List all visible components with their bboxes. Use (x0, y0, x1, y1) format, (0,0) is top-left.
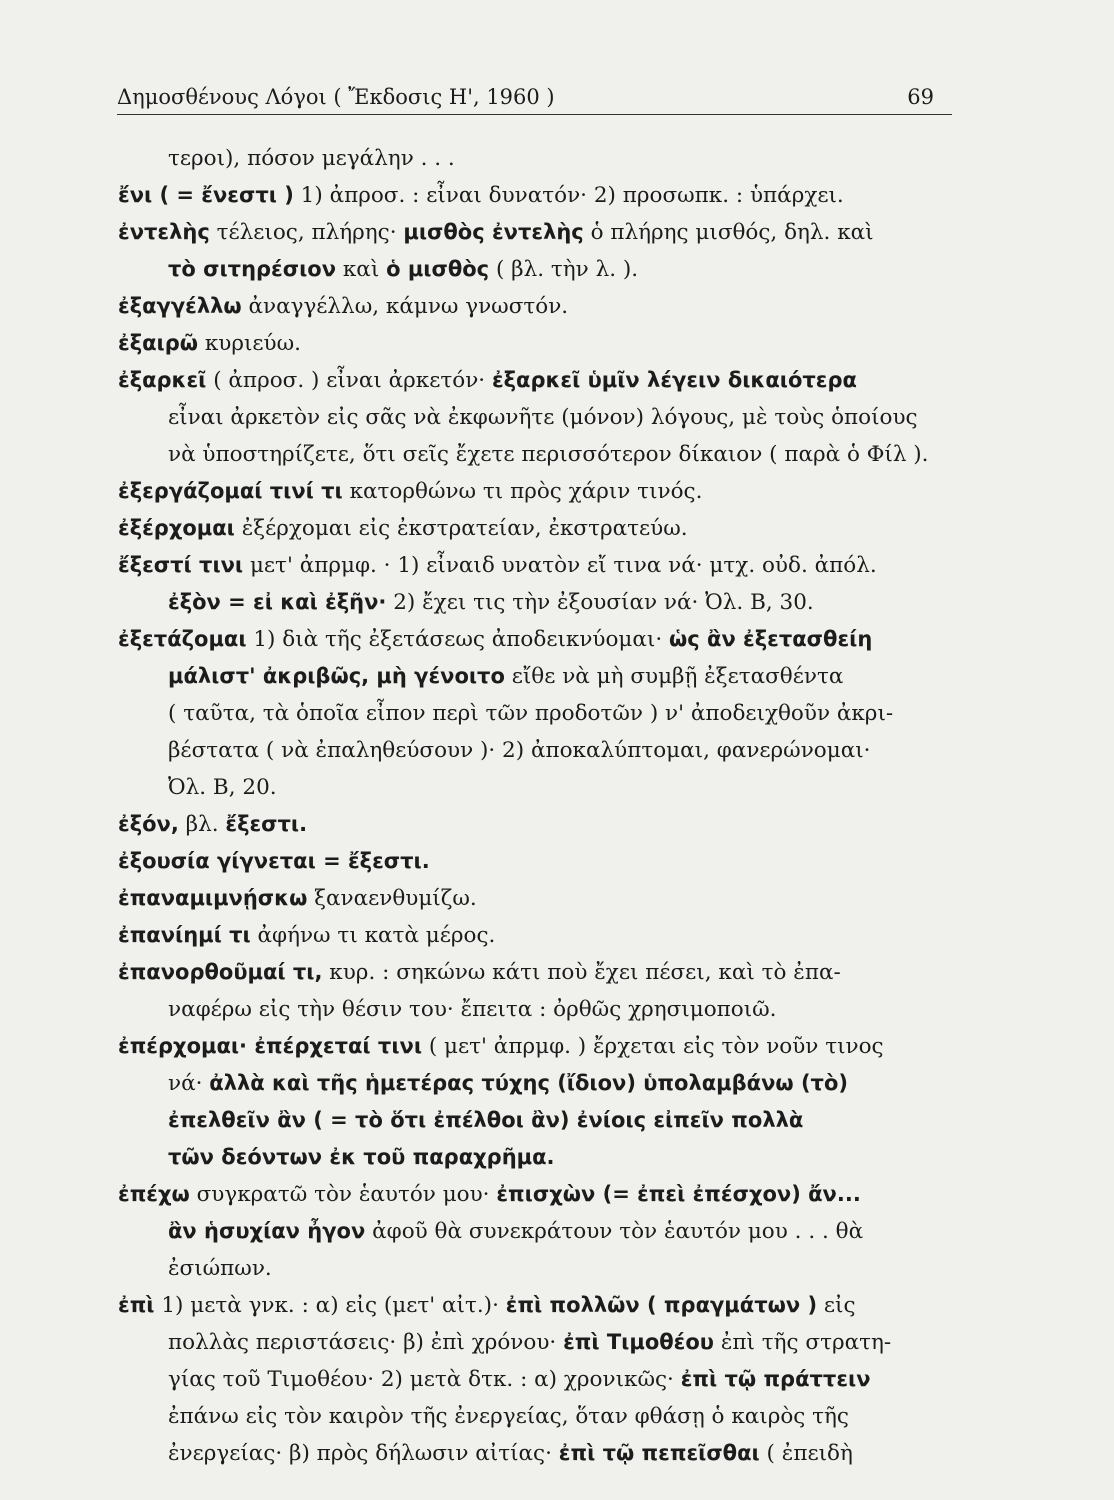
definition-text: ἐσιώπων. (168, 1256, 272, 1281)
definition-text: μετ' ἀπρμφ. · 1) εἶναιδ υνατὸν εἴ τινα νά· μτχ. οὐδ. ἀπόλ. (243, 553, 877, 578)
headword: ἐξαγγέλλω (118, 294, 242, 318)
headword: ἐξεργάζομαί τινί τι (118, 479, 343, 503)
entry-continuation-line (118, 1102, 952, 1139)
headword: ἐπὶ πολλῶν ( πραγμάτων ) (505, 1293, 818, 1317)
definition-text: νὰ ὑποστηρίζετε, ὅτι σεῖς ἔχετε περισσότερον δίκαιον ( παρὰ ὁ Φίλ ). (168, 442, 929, 467)
headword: ἐπὶ τῷ πεπεῖσθαι (558, 1441, 760, 1465)
definition-text: ἀφήνω τι κατὰ μέρος. (250, 923, 496, 948)
headword: ἐξὸν = εἰ καὶ ἐξῆν· (168, 590, 387, 614)
headword: τὸ σιτηρέσιον (168, 257, 337, 281)
definition-text: ξαναενθυμίζω. (307, 886, 477, 911)
definition-text: 1) ἀπροσ. : εἶναι δυνατόν· 2) προσωπκ. : ὑπάρχει. (293, 183, 844, 208)
definition-text: τέλειος, πλήρης· (209, 220, 404, 245)
entry-continuation-line (118, 1213, 952, 1250)
entry-line (118, 806, 952, 843)
dictionary-body (118, 140, 952, 1472)
definition-text: ἐπάνω εἰς τὸν καιρὸν τῆς ἐνεργείας, ὅταν φθάσῃ ὁ καιρὸς τῆς (168, 1404, 849, 1429)
headword: ἐξαρκεῖ (118, 368, 207, 392)
definition-text: κυριεύω. (198, 331, 301, 356)
entry-line (118, 1287, 952, 1324)
entry-continuation-line (118, 436, 952, 473)
entry-continuation-line (118, 732, 952, 769)
headword: ἐπὶ Τιμοθέου (563, 1330, 714, 1354)
definition-text: τεροι), πόσον μεγάλην . . . (168, 146, 455, 171)
definition-text: ἐξέρχομαι εἰς ἐκστρατείαν, ἐκστρατεύω. (234, 516, 688, 541)
entry-continuation-line (118, 1065, 952, 1102)
entry-line (118, 473, 952, 510)
headword: ἐπὶ (118, 1293, 155, 1317)
entry-line (118, 214, 952, 251)
definition-text: καὶ (336, 257, 387, 282)
header-title: Δημοσθένους Λόγοι ( Ἔκδοσις Η', 1960 ) (117, 85, 555, 109)
entry-continuation-line (118, 658, 952, 695)
entry-line (118, 1176, 952, 1213)
entry-line (118, 547, 952, 584)
definition-text: εἶναι ἀρκετὸν εἰς σᾶς νὰ ἐκφωνῆτε (μόνον) λόγους, μὲ τοὺς ὁποίους (168, 405, 918, 430)
entry-continuation-line (118, 769, 952, 806)
definition-text: ( ἐπειδὴ (759, 1441, 853, 1466)
definition-text: Ὀλ. Β, 20. (168, 775, 277, 800)
entry-continuation-line (118, 1139, 952, 1176)
headword: τῶν δεόντων ἐκ τοῦ παραχρῆμα. (168, 1145, 555, 1169)
entry-line (118, 510, 952, 547)
definition-text: ἀναγγέλλω, κάμνω γνωστόν. (241, 294, 569, 319)
headword: ἐπανορθοῦμαί τι, (118, 960, 323, 984)
entry-line (118, 325, 952, 362)
entry-continuation-line (118, 584, 952, 621)
headword: ἐπελθεῖν ἂν ( = τὸ ὅτι ἐπέλθοι ἂν) ἐνίοις εἰπεῖν πολλὰ (168, 1108, 804, 1132)
headword: μισθὸς ἐντελὴς (403, 220, 584, 244)
headword: ἐπαναμιμνῄσκω (118, 886, 308, 910)
definition-text: πολλὰς περιστάσεις· β) ἐπὶ χρόνου· (168, 1330, 564, 1355)
entry-line (118, 954, 952, 991)
headword: ἐξαιρῶ (118, 331, 198, 355)
headword: ἔνι ( = ἔνεστι ) (118, 183, 294, 207)
definition-text: ( ἀπροσ. ) εἶναι ἀρκετόν· (206, 368, 492, 393)
entry-continuation-line (118, 1398, 952, 1435)
headword: μάλιστ' ἀκριβῶς, μὴ γένοιτο (168, 664, 505, 688)
headword: ἐπέρχομαι· ἐπέρχεταί τινι (118, 1034, 422, 1058)
page-number: 69 (907, 85, 934, 109)
definition-text: 2) ἔχει τις τὴν ἐξουσίαν νά· Ὀλ. Β, 30. (386, 590, 814, 615)
definition-text: ἀφοῦ θὰ συνεκράτουν τὸν ἑαυτόν μου . . . θὰ (365, 1219, 864, 1244)
headword: ἂν ἡσυχίαν ἦγον (168, 1219, 366, 1243)
definition-text: κυρ. : σηκώνω κάτι ποὺ ἔχει πέσει, καὶ τὸ ἐπα- (322, 960, 841, 985)
entry-line (118, 288, 952, 325)
entry-continuation-line (118, 1250, 952, 1287)
headword: ἐπανίημί τι (118, 923, 251, 947)
entry-continuation-line (118, 695, 952, 732)
headword: ὡς ἂν ἐξετασθείη (669, 627, 873, 651)
headword: ἀλλὰ καὶ τῆς ἡμετέρας τύχης (ἴδιον) ὑπολαμβάνω (τὸ) (209, 1071, 848, 1095)
headword: ἐπέχω (118, 1182, 190, 1206)
entry-continuation-line (118, 399, 952, 436)
definition-text: 1) διὰ τῆς ἐξετάσεως ἀποδεικνύομαι· (246, 627, 669, 652)
definition-text: βέστατα ( νὰ ἐπαληθεύσουν )· 2) ἀποκαλύπτομαι, φανερώνομαι· (168, 738, 871, 763)
headword: ἐξόν, (118, 812, 179, 836)
entry-continuation-line (118, 991, 952, 1028)
definition-text: εἴθε νὰ μὴ συμβῇ ἐξετασθέντα (504, 664, 844, 689)
definition-text: ἐπὶ τῆς στρατη- (713, 1330, 892, 1355)
entry-line (118, 621, 952, 658)
headword: ἐξουσία γίγνεται = ἔξεστι. (118, 849, 430, 873)
headword: ἐπισχὼν (= ἐπεὶ ἐπέσχον) ἄν... (496, 1182, 861, 1206)
headword: ὁ μισθὸς (386, 257, 490, 281)
headword: ἐπὶ τῷ πράττειν (680, 1367, 871, 1391)
entry-continuation-line (118, 1324, 952, 1361)
entry-line (118, 917, 952, 954)
entry-line (118, 362, 952, 399)
entry-line (118, 177, 952, 214)
definition-text: συγκρατῶ τὸν ἑαυτόν μου· (189, 1182, 497, 1207)
headword: ἐξέρχομαι (118, 516, 235, 540)
definition-text: ναφέρω εἰς τὴν θέσιν του· ἔπειτα : ὀρθῶς χρησιμοποιῶ. (168, 997, 777, 1022)
definition-text: ( βλ. τὴν λ. ). (489, 257, 639, 282)
running-header (117, 80, 952, 115)
definition-text: γίας τοῦ Τιμοθέου· 2) μετὰ δτκ. : α) χρονικῶς· (168, 1367, 681, 1392)
entry-continuation-line (118, 1435, 952, 1472)
headword: ἐξετάζομαι (118, 627, 247, 651)
entry-continuation-line (118, 1361, 952, 1398)
definition-text: κατορθώνω τι πρὸς χάριν τινός. (342, 479, 703, 504)
headword: ἐντελὴς (118, 220, 210, 244)
definition-text: ( μετ' ἀπρμφ. ) ἔρχεται εἰς τὸν νοῦν τινος (422, 1034, 884, 1059)
definition-text: ἐνεργείας· β) πρὸς δήλωσιν αἰτίας· (168, 1441, 559, 1466)
entry-continuation-line (118, 140, 952, 177)
entry-continuation-line (118, 251, 952, 288)
headword: ἐξαρκεῖ ὑμῖν λέγειν δικαιότερα (491, 368, 857, 392)
headword: ἔξεστί τινι (118, 553, 244, 577)
headword: ἔξεστι. (225, 812, 308, 836)
definition-text: 1) μετὰ γνκ. : α) εἰς (μετ' αἰτ.)· (154, 1293, 506, 1318)
entry-line (118, 1028, 952, 1065)
definition-text: ὁ πλήρης μισθός, δηλ. καὶ (583, 220, 874, 245)
definition-text: νά· (168, 1071, 210, 1096)
definition-text: εἰς (817, 1293, 856, 1318)
entry-line (118, 843, 952, 880)
definition-text: ( ταῦτα, τὰ ὁποῖα εἶπον περὶ τῶν προδοτῶν ) ν' ἀποδειχθοῦν ἀκρι- (168, 701, 894, 726)
definition-text: βλ. (178, 812, 226, 837)
entry-line (118, 880, 952, 917)
